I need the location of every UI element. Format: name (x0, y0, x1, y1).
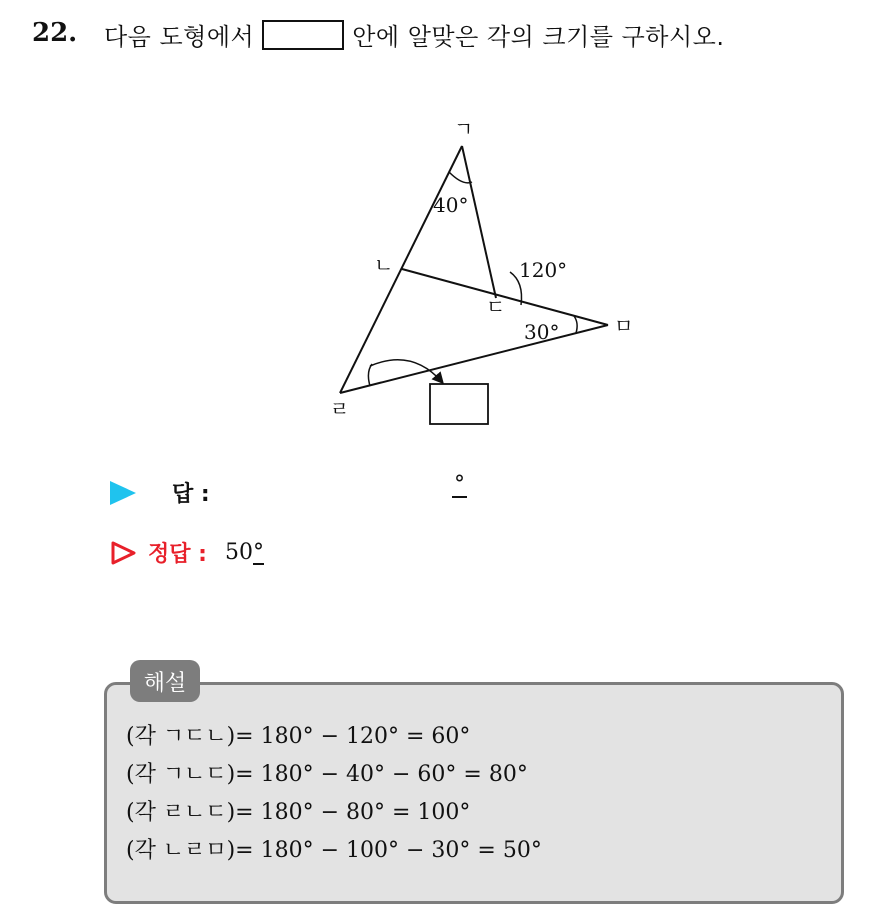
triangle-figure (300, 110, 660, 440)
explanation-line-2: (각 ㄱㄴㄷ)= 180° − 40° − 60° = 80° (126, 762, 528, 787)
vertex-label-giyeok: ㄱ (454, 117, 474, 141)
angle-label-top: 40° (433, 193, 469, 217)
correct-degree-mark: ° (252, 540, 264, 565)
explanation-line-1: (각 ㄱㄷㄴ)= 180° − 120° = 60° (126, 724, 471, 749)
correct-value-group (225, 540, 264, 565)
correct-value: 50 (224, 540, 253, 565)
answer-degree-slot[interactable]: ° (454, 472, 465, 497)
angle-label-right: 30° (524, 320, 560, 344)
explanation-line-3: (각 ㄹㄴㄷ)= 180° − 80° = 100° (126, 800, 471, 825)
explanation-tab: 해설 (130, 660, 200, 702)
angle-arc-bottom-left (368, 364, 372, 386)
figure-answer-box (430, 384, 488, 424)
angle-label-exterior: 120° (519, 258, 568, 282)
question-blank-box (262, 20, 344, 50)
answer-label: 답 : (172, 482, 210, 507)
explanation-line-4: (각 ㄴㄹㅁ)= 180° − 100° − 30° = 50° (126, 838, 542, 863)
correct-arrow-icon (110, 540, 138, 566)
question-number: 22. (32, 18, 78, 48)
correct-label: 정답 : (148, 542, 207, 567)
explanation-lines (126, 722, 542, 874)
angle-arc-right (574, 316, 577, 333)
correct-answer-row (110, 537, 264, 568)
vertex-label-rieul: ㄹ (330, 397, 350, 421)
segment-giyeok-digeut (462, 146, 496, 298)
side-rieul-mieum (340, 325, 608, 393)
question-text (104, 17, 724, 52)
side-giyeok-rieul (340, 146, 462, 393)
angle-arrow (370, 360, 442, 382)
question-text-after: 안에 알맞은 각의 크기를 구하시오. (352, 23, 725, 51)
question-text-before: 다음 도형에서 (104, 23, 255, 51)
vertex-label-digeut: ㄷ (486, 295, 506, 319)
vertex-label-nieun: ㄴ (374, 253, 394, 277)
vertex-label-mieum: ㅁ (614, 314, 634, 338)
answer-row (110, 477, 210, 508)
answer-arrow-icon (110, 481, 136, 505)
